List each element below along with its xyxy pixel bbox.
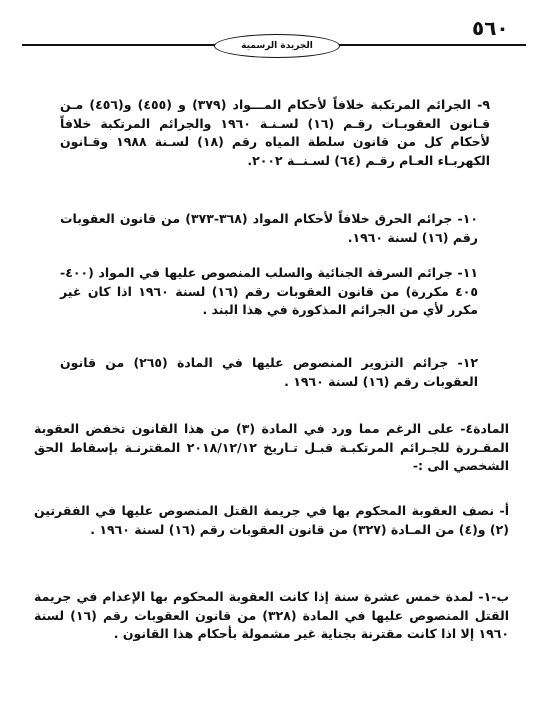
- list-item-9: ٩- الجرائم المرتكبة خلافاً لأحكام المـــواد (٣٧٩) و (٤٥٥) و(٤٥٦) مـن قـانون العقوبـات رقـم (١٦) لسـنـة ١٩٦٠ والجرائم المرتكبة خلافاً لأحكام كل من قانون سلطة المياه رقم (١٨) لسـنة ١٩٨٨ وقـانون الكهربـاء العـام رقـم (٦٤) لسـنــة ٢٠٠٢.: [60, 97, 491, 168]
- list-item-10: ١٠- جرائم الحرق خلافاً لأحكام المواد (٣٦٨-٣٧٣) من قانون العقوبات رقم (١٦) لسنة ١٩٦٠.: [60, 211, 478, 245]
- journal-name-badge: الجريدة الرسمية: [214, 34, 340, 58]
- list-item-11: ١١- جرائم السرقة الجنائية والسلب المنصوص عليها في المواد (٤٠٠- ٤٠٥ مكررة) من قانون العقوبات رقم (١٦) لسنة ١٩٦٠ اذا كان غير مكرر لأي من الجرائم المذكورة في هذا البند .: [60, 265, 479, 317]
- clause-a: أ- نصف العقوبة المحكوم بها في جريمة القتل المنصوص عليها في الفقرتين (٢) و(٤) من المـادة (٣٢٧) من قانون العقوبات رقم (١٦) لسنة ١٩٦٠ .: [34, 503, 509, 537]
- clause-b1: ب-١- لمدة خمس عشرة سنة إذا كانت العقوبة المحكوم بها الإعدام في جريمة القتل المنصوص عليها في المادة (٣٢٨) من قانون العقوبات رقم (١٦) لسنة ١٩٦٠ إلا اذا كانت مقترنة بجناية غير مشمولة بأحكام هذا القانون .: [34, 589, 509, 641]
- article-4: المادة٤- على الرغم مما ورد في المادة (٣) من هذا القانون تخفض العقوبة المقـررة للجـرائم المرتكبـة قبـل تـاريخ ٢٠١٨/١٢/١٢ المقترنـة بإسقاط الحق الشخصي الى :-: [34, 421, 509, 473]
- list-item-12: ١٢- جرائم التزوير المنصوص عليها في المادة (٢٦٥) من قانون العقوبات رقم (١٦) لسنة ١٩٦٠ .: [60, 355, 478, 389]
- page-number: ٥٦٠: [472, 16, 509, 40]
